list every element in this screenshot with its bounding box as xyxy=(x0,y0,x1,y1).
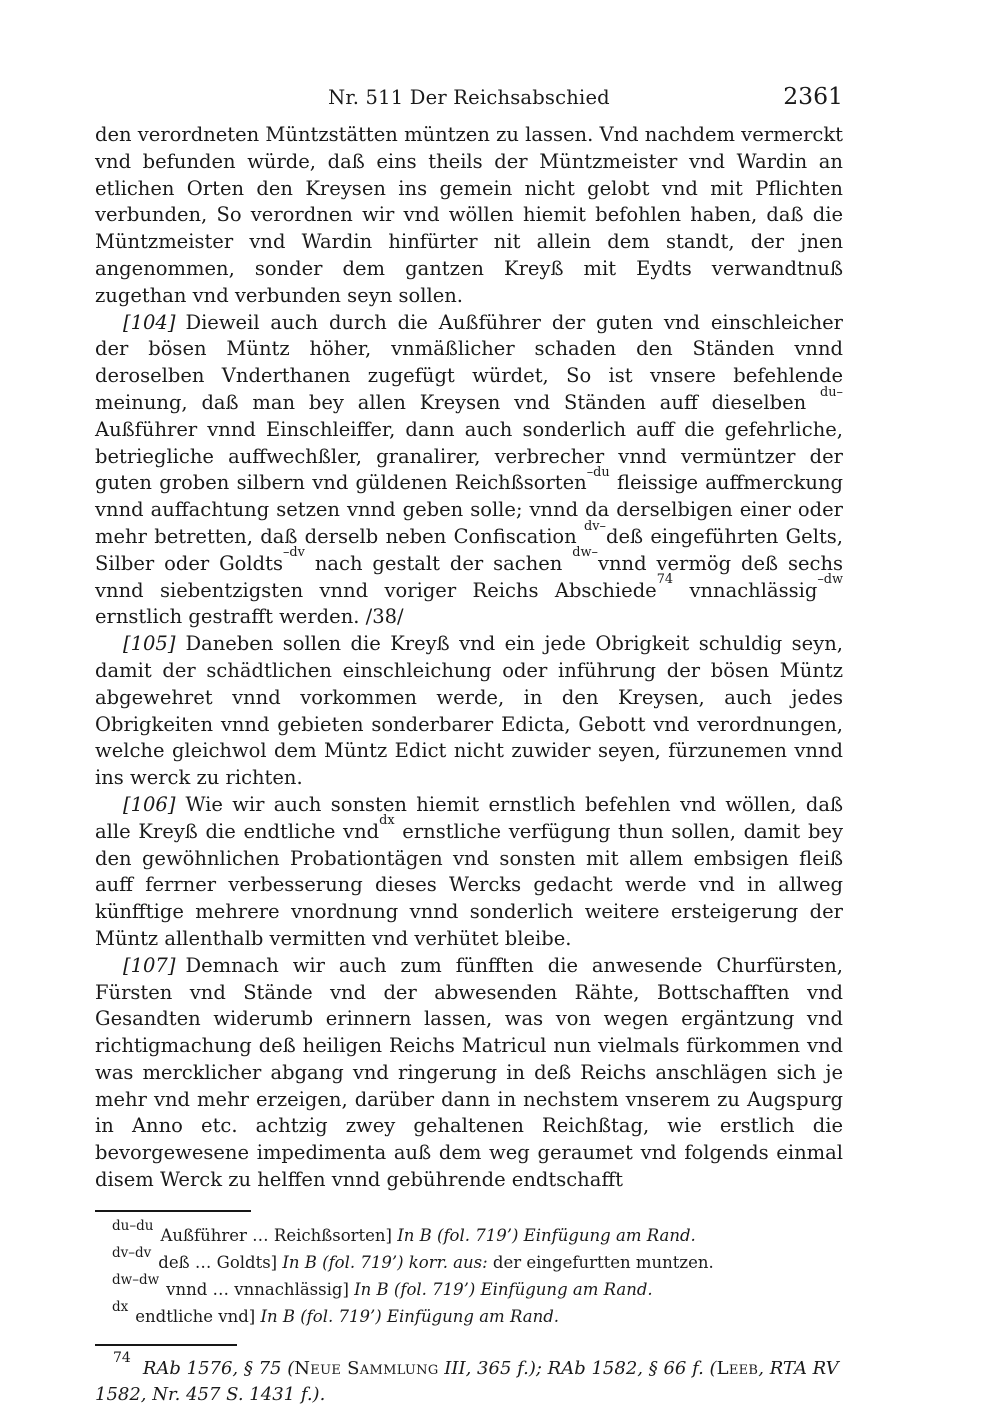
text-run: Neue Sammlung xyxy=(294,1357,439,1379)
page-number: 2361 xyxy=(783,82,843,110)
apparatus-note xyxy=(95,1244,843,1276)
footnote xyxy=(95,1349,843,1409)
paragraph xyxy=(95,953,843,1194)
paragraph xyxy=(95,631,843,792)
apparatus-sigla: dx xyxy=(112,1298,129,1315)
paragraph-number: [106] xyxy=(123,792,176,816)
text-run: In B (fol. 719’) korr. aus: xyxy=(282,1252,488,1272)
paragraph-number: [105] xyxy=(123,632,176,656)
text-run: In B (fol. 719’) Einfügung am Rand. xyxy=(260,1306,560,1326)
paragraph xyxy=(95,310,843,632)
note-marker: –dw xyxy=(817,572,843,588)
text-run: fleissige auffmerckung vnnd auffachtung setzen vnnd geben solle; vnnd da derselbigen einer oder mehr betretten, daß derselb neben Confiscation xyxy=(95,471,843,548)
text-run: den verordneten Müntzstätten müntzen zu lassen. Vnd nachdem vermerckt vnd befunden würde, daß eins theils der Müntzmeister vnd Wardin an etlichen Orten den Kreysen ins gemein nicht gelobt vnd mit Pflichten verbunden, So verordnen wir vnd wöllen hiemit befohlen haben, daß die Müntzmeister vnd Wardin hinfürter nit allein dem standt, der jnen angenommen, sonder dem gantzen Kreyß mit Eydts verwandtnuß zugethan vnd verbunden seyn sollen. xyxy=(95,123,843,307)
footnote-number: 74 xyxy=(113,1349,131,1366)
text-run: nach gestalt der sachen xyxy=(304,551,573,575)
running-head xyxy=(95,82,843,112)
running-head-title: Nr. 511 Der Reichsabschied xyxy=(328,86,610,109)
text-run: ernstliche verfügung thun sollen, damit bey den gewöhnlichen Probationtägen vnd sonsten mit allem embsigen fleiß auff ferrner verbesserung dieses Wercks gedacht werde vnd in allweg künfftige mehrere vnordnung vnnd sonderlich weitere ersteigerung der Müntz allenthalb vermitten vnd verhütet bleibe. xyxy=(95,819,843,950)
note-marker: dv– xyxy=(584,518,606,534)
note-marker: dx xyxy=(379,813,395,829)
note-marker: 74 xyxy=(656,572,674,588)
apparatus-note xyxy=(95,1271,843,1303)
text-run: der eingefurtten muntzen. xyxy=(487,1252,714,1272)
text-run: III, 365 f.); RAb 1582, § 66 f. ( xyxy=(438,1357,717,1379)
apparatus-separator-rule xyxy=(95,1210,251,1212)
footnote-separator-rule xyxy=(95,1344,237,1346)
text-run: In B (fol. 719’) Einfügung am Rand. xyxy=(397,1225,696,1245)
apparatus-sigla: du–du xyxy=(112,1217,154,1234)
text-run: , RTA RV 1582, Nr. 457 S. 1431 f.). xyxy=(95,1357,839,1406)
critical-apparatus xyxy=(95,1210,843,1409)
text-run: Außführer vnnd Einschleiffer, dann auch sonderlich auff die gefehrliche, betriegliche auffwechßler, granalirer, verbrecher vnnd vermüntzer der guten groben silbern vnd güldenen Reichßsorten xyxy=(95,417,843,495)
paragraph-number: [104] xyxy=(123,310,176,334)
text-run: Leeb xyxy=(716,1357,759,1379)
text-run: endtliche vnd] xyxy=(135,1306,261,1326)
body-text xyxy=(95,122,843,1194)
text-run: Dieweil auch durch die Außführer der guten vnd einschleicher der bösen Müntz höher, vnmäßlicher schaden den Ständen vnnd deroselben Vnderthanen zugefügt würdet, So ist vnsere befehlende meinung, daß man bey allen Kreysen vnd Ständen auff dieselben xyxy=(95,310,843,414)
text-run: RAb 1576, § 75 ( xyxy=(142,1357,295,1379)
note-marker: –du xyxy=(586,465,610,481)
note-marker: –dv xyxy=(282,545,305,561)
text-run: deß … Goldts] xyxy=(158,1252,283,1272)
apparatus-note xyxy=(95,1217,843,1249)
paragraph-number: [107] xyxy=(123,953,176,977)
text-run: Außführer … Reichßsorten] xyxy=(160,1225,398,1245)
text-run: Wie wir auch sonsten hiemit ernstlich befehlen vnd wöllen, daß alle Kreyß die endtliche vnd xyxy=(95,792,843,843)
text-run: vnnd vermög deß sechs vnnd siebentzigsten vnnd voriger Reichs Abschiede xyxy=(95,551,844,602)
paragraph xyxy=(95,122,843,310)
text-run: Daneben sollen die Kreyß vnd ein jede Obrigkeit schuldig seyn, damit der schädtlichen einschleichung oder inführung der bösen Müntz abgewehret vnnd vorkommen werde, in den Kreysen, auch jedes Obrigkeiten vnnd gebieten sonderbarer Edicta, Gebott vnd verordnungen, welche gleichwol dem Müntz Edict nicht zuwider seyen, fürzunemen vnnd ins werck zu richten. xyxy=(95,632,843,790)
apparatus-sigla: dv–dv xyxy=(112,1244,152,1261)
note-marker: dw– xyxy=(572,545,598,561)
apparatus-notes xyxy=(95,1217,843,1330)
apparatus-sigla: dw–dw xyxy=(112,1271,160,1288)
text-run: Demnach wir auch zum fünfften die anwesende Churfürsten, Fürsten vnd Stände vnd der abwesenden Rähte, Bottschafften vnd Gesandten widerumb erinnern lassen, was von wegen ergäntzung vnd richtigmachung deß heiligen Reichs Matricul nun vielmals fürkommen vnd was mercklicher abgang vnd ringerung in deß Reichs anschlägen sich je mehr vnd mehr erzeigen, darüber dann in nechstem vnserem zu Augspurg in Anno etc. achtzig zwey gehaltenen Reichßtag, wie erstlich die bevorgewesene impedimenta auß dem weg geraumet vnd folgends einmal disem Werck zu helffen vnnd gebührende endtschafft xyxy=(95,953,843,1192)
paragraph xyxy=(95,792,843,953)
text-run: vnnd … vnnachlässig] xyxy=(166,1279,355,1299)
note-marker: du– xyxy=(820,384,843,400)
text-run: ernstlich gestrafft werden. /38/ xyxy=(95,605,404,629)
apparatus-note xyxy=(95,1298,843,1330)
text-run: deß eingeführten Gelts, Silber oder Goldts xyxy=(95,524,843,575)
text-run: In B (fol. 719’) Einfügung am Rand. xyxy=(354,1279,653,1299)
text-run: vnnachlässig xyxy=(673,578,818,602)
